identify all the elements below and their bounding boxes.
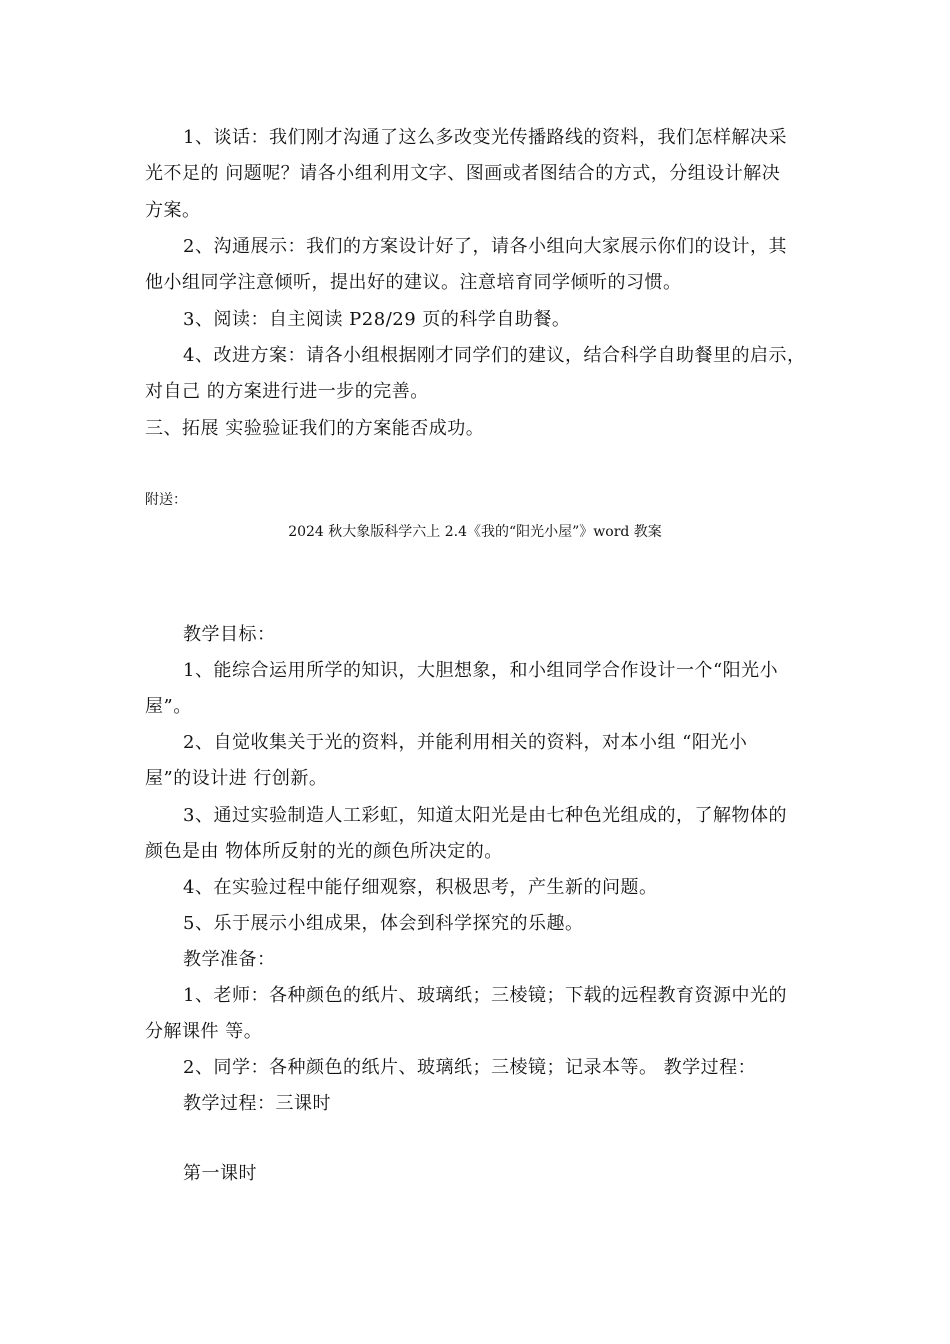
goal-1-line-1: 1、能综合运用所学的知识，大胆想象，和小组同学合作设计一个“阳光小 [183, 660, 779, 681]
paragraph-show-line-2: 他小组同学注意倾听，提出好的建议。注意培育同学倾听的习惯。 [145, 272, 682, 293]
paragraph-show-line-1: 2、沟通展示：我们的方案设计好了，请各小组向大家展示你们的设计，其 [183, 236, 787, 257]
paragraph-talk-line-2: 光不足的 问题呢？请各小组利用文字、图画或者图结合的方式，分组设计解决 [145, 163, 781, 184]
goal-1-line-2: 屋”。 [145, 696, 192, 717]
goal-2-line-1: 2、自觉收集关于光的资料，并能利用相关的资料，对本小组 “阳光小 [183, 732, 748, 753]
goal-2-line-2: 屋”的设计进 行创新。 [145, 768, 328, 789]
prep-heading: 教学准备： [183, 949, 276, 970]
paragraph-talk-line-3: 方案。 [145, 200, 201, 221]
goal-4-line-1: 4、在实验过程中能仔细观察，积极思考，产生新的问题。 [183, 877, 658, 898]
prep-1-line-1: 1、老师：各种颜色的纸片、玻璃纸；三棱镜；下载的远程教育资源中光的 [183, 985, 787, 1006]
paragraph-talk-line-1: 1、谈话：我们刚才沟通了这么多改变光传播路线的资料，我们怎样解决采 [183, 127, 787, 148]
goal-3-line-1: 3、通过实验制造人工彩虹，知道太阳光是由七种色光组成的，了解物体的 [183, 805, 787, 826]
prep-2-line-1: 2、同学：各种颜色的纸片、玻璃纸；三棱镜；记录本等。 教学过程： [183, 1057, 757, 1078]
paragraph-improve-line-2: 对自己 的方案进行进一步的完善。 [145, 381, 429, 402]
paragraph-extend-line-1: 三、拓展 实验验证我们的方案能否成功。 [145, 418, 485, 439]
appendix-title: 2024 秋大象版科学六上 2.4《我的“阳光小屋”》word 教案 [288, 524, 662, 540]
paragraph-read-line-1: 3、阅读：自主阅读 P28/29 页的科学自助餐。 [183, 309, 571, 330]
appendix-label: 附送： [145, 492, 187, 508]
prep-1-line-2: 分解课件 等。 [145, 1021, 263, 1042]
goals-heading: 教学目标： [183, 624, 276, 645]
goal-5-line-1: 5、乐于展示小组成果，体会到科学探究的乐趣。 [183, 913, 584, 934]
process-heading: 教学过程：三课时 [183, 1093, 331, 1114]
lesson-1-heading: 第一课时 [183, 1163, 257, 1184]
goal-3-line-2: 颜色是由 物体所反射的光的颜色所决定的。 [145, 841, 503, 862]
paragraph-improve-line-1: 4、改进方案：请各小组根据刚才同学们的建议，结合科学自助餐里的启示， [183, 345, 806, 366]
